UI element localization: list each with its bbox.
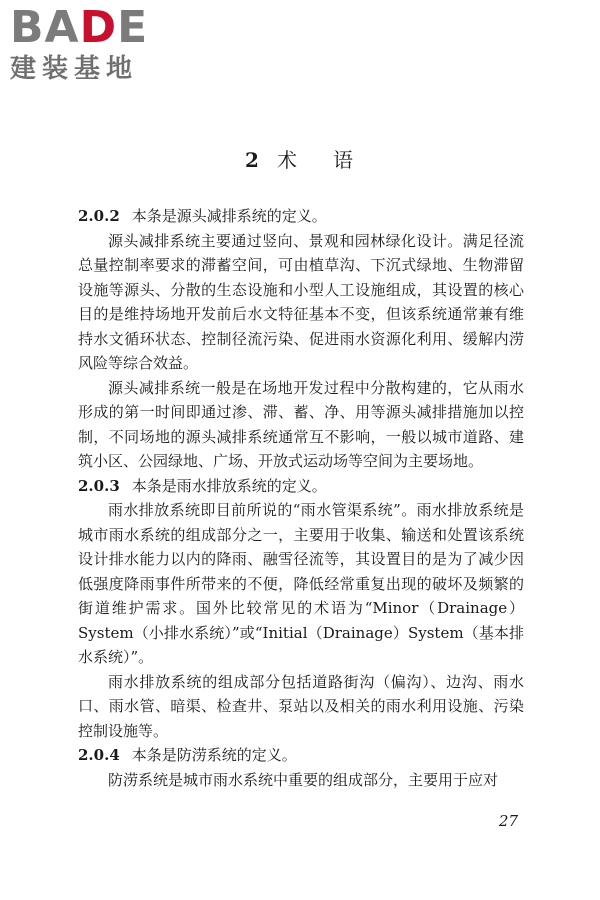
- clause-heading: [78, 204, 524, 229]
- logo-wordmark: BADE: [10, 2, 149, 53]
- clause-heading-text: 本条是雨水排放系统的定义。: [131, 476, 327, 495]
- clause-heading-text: 本条是防涝系统的定义。: [131, 746, 297, 764]
- paragraph: 防涝系统是城市雨水系统中重要的组成部分，主要用于应对: [108, 770, 499, 789]
- paragraph: 雨水排放系统的组成部分包括道路街沟（偏沟）、边沟、雨水口、雨水管、暗渠、检查井、泵站以及相关的雨水利用设施、污染控制设施等。: [78, 672, 524, 740]
- clause-heading-text: 本条是源头减排系统的定义。: [131, 207, 327, 225]
- clause-number: 2.0.3: [78, 476, 120, 495]
- clause-heading: [78, 474, 524, 499]
- paragraph: 源头减排系统主要通过竖向、景观和园林绿化设计。满足径流总量控制率要求的滞蓄空间，可由植草沟、下沉式绿地、生物滞留设施等源头、分散的生态设施和小型人工设施组成，其设置的核心目的是维持场地开发前后水文特征基本不变，但该系统通常兼有维持水文循环状态、控制径流污染、促进雨水资源化利用、缓解内涝风险等综合效益。: [78, 231, 524, 372]
- brand-logo: [10, 2, 180, 86]
- chapter-title-word1: 术: [276, 148, 299, 172]
- body-text: [78, 204, 524, 792]
- clause-number: 2.0.2: [78, 207, 120, 225]
- logo-subtitle: 建装基地: [10, 54, 139, 84]
- chapter-number: 2: [245, 148, 261, 172]
- chapter-title-word2: 语: [332, 148, 355, 172]
- paragraph: 雨水排放系统即目前所说的“雨水管渠系统”。雨水排放系统是城市雨水系统的组成部分之一，主要用于收集、输送和处置该系统设计排水能力以内的降雨、融雪径流等，其设置目的是为了减少因低强度降雨事件所带来的不便，降低经常重复出现的破坏及频繁的街道维护需求。国外比较常见的术语为“Minor（Drainage）System（小排水系统）”或“Initial（Drainage）System（基本排水系统）”。: [78, 501, 524, 666]
- clause-number: 2.0.4: [78, 746, 120, 764]
- logo-accent-letter: D: [79, 2, 118, 53]
- paragraph: 源头减排系统一般是在场地开发过程中分散构建的，它从雨水形成的第一时间即通过渗、滞、蓄、净、用等源头减排措施加以控制，不同场地的源头减排系统通常互不影响，一般以城市道路、建筑小区、公园绿地、广场、开放式运动场等空间为主要场地。: [78, 378, 524, 470]
- page-number: 27: [498, 812, 518, 830]
- chapter-title: [0, 146, 600, 174]
- clause-heading: [78, 743, 524, 768]
